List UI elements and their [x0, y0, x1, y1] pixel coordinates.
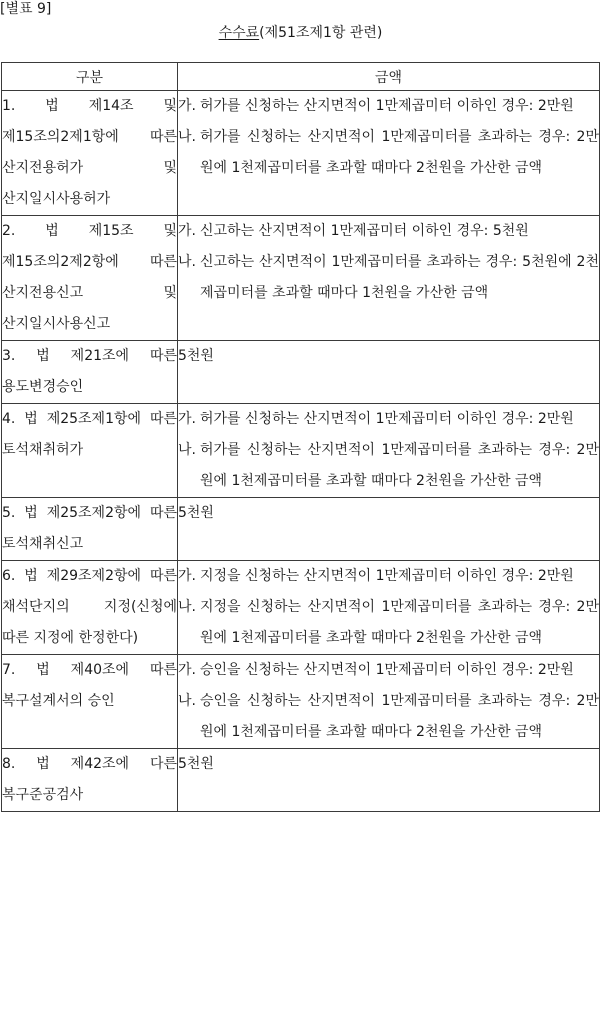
title-reference: (제51조제1항 관련) [259, 25, 383, 41]
document-title [0, 24, 601, 42]
item-marker: 나. [178, 254, 196, 270]
item-marker: 나. [178, 442, 196, 458]
item-text: 지정을 신청하는 산지면적이 1만제곱미터 이하인 경우: 2만원 [200, 568, 574, 584]
row-category: 6. 법 제29조제2항에 따른 채석단지의 지정(신청에 따른 지정에 한정한다) [2, 561, 178, 655]
amount-item [178, 592, 599, 654]
item-marker: 가. [178, 568, 196, 584]
item-text: 허가를 신청하는 산지면적이 1만제곱미터 이하인 경우: 2만원 [200, 98, 574, 114]
row-amount [178, 749, 600, 812]
table-row [2, 498, 600, 561]
row-amount [178, 404, 600, 498]
row-category: 3. 법 제21조에 따른 용도변경승인 [2, 341, 178, 404]
item-text: 승인을 신청하는 산지면적이 1만제곱미터를 초과하는 경우: 2만원에 1천제곱미터를 초과할 때마다 2천원을 가산한 금액 [200, 693, 599, 740]
table-row [2, 749, 600, 812]
item-text: 승인을 신청하는 산지면적이 1만제곱미터 이하인 경우: 2만원 [200, 662, 574, 678]
row-amount [178, 216, 600, 341]
table-row [2, 561, 600, 655]
row-category: 5. 법 제25조제2항에 따른 토석채취신고 [2, 498, 178, 561]
annex-label: [별표 9] [0, 1, 52, 17]
table-row [2, 341, 600, 404]
item-marker: 나. [178, 693, 196, 709]
amount-item [178, 686, 599, 748]
fee-table [1, 62, 600, 812]
title-main: 수수료 [218, 25, 260, 41]
item-text: 지정을 신청하는 산지면적이 1만제곱미터를 초과하는 경우: 2만원에 1천제곱미터를 초과할 때마다 2천원을 가산한 금액 [200, 599, 599, 646]
row-amount [178, 341, 600, 404]
amount-text: 5천원 [178, 348, 214, 364]
table-row [2, 655, 600, 749]
row-category: 1. 법 제14조 및 제15조의2제1항에 따른 산지전용허가 및 산지일시사용허가 [2, 91, 178, 216]
amount-item [178, 435, 599, 497]
item-marker: 가. [178, 223, 196, 239]
item-text: 허가를 신청하는 산지면적이 1만제곱미터를 초과하는 경우: 2만원에 1천제곱미터를 초과할 때마다 2천원을 가산한 금액 [200, 442, 599, 489]
item-marker: 나. [178, 129, 196, 145]
row-category: 8. 법 제42조에 다른 복구준공검사 [2, 749, 178, 812]
item-marker: 나. [178, 599, 196, 615]
item-marker: 가. [178, 662, 196, 678]
item-text: 허가를 신청하는 산지면적이 1만제곱미터 이하인 경우: 2만원 [200, 411, 574, 427]
amount-item [178, 216, 599, 247]
row-amount [178, 655, 600, 749]
column-header-amount: 금액 [178, 63, 600, 91]
row-category: 2. 법 제15조 및 제15조의2제2항에 따른 산지전용신고 및 산지일시사용신고 [2, 216, 178, 341]
row-amount [178, 91, 600, 216]
row-amount [178, 561, 600, 655]
amount-item [178, 404, 599, 435]
row-category: 4. 법 제25조제1항에 따른 토석채취허가 [2, 404, 178, 498]
item-marker: 가. [178, 411, 196, 427]
item-text: 신고하는 산지면적이 1만제곱미터 이하인 경우: 5천원 [200, 223, 529, 239]
amount-item [178, 122, 599, 184]
amount-item [178, 247, 599, 309]
column-header-category: 구분 [2, 63, 178, 91]
amount-item [178, 655, 599, 686]
item-text: 허가를 신청하는 산지면적이 1만제곱미터를 초과하는 경우: 2만원에 1천제곱미터를 초과할 때마다 2천원을 가산한 금액 [200, 129, 599, 176]
table-row [2, 216, 600, 341]
row-category: 7. 법 제40조에 따른 복구설계서의 승인 [2, 655, 178, 749]
row-amount [178, 498, 600, 561]
table-row [2, 404, 600, 498]
item-marker: 가. [178, 98, 196, 114]
item-text: 신고하는 산지면적이 1만제곱미터를 초과하는 경우: 5천원에 2천제곱미터를 초과할 때마다 1천원을 가산한 금액 [200, 254, 599, 301]
amount-item [178, 91, 599, 122]
amount-text: 5천원 [178, 505, 214, 521]
amount-item [178, 561, 599, 592]
table-header-row [2, 63, 600, 91]
table-row [2, 91, 600, 216]
amount-text: 5천원 [178, 756, 214, 772]
